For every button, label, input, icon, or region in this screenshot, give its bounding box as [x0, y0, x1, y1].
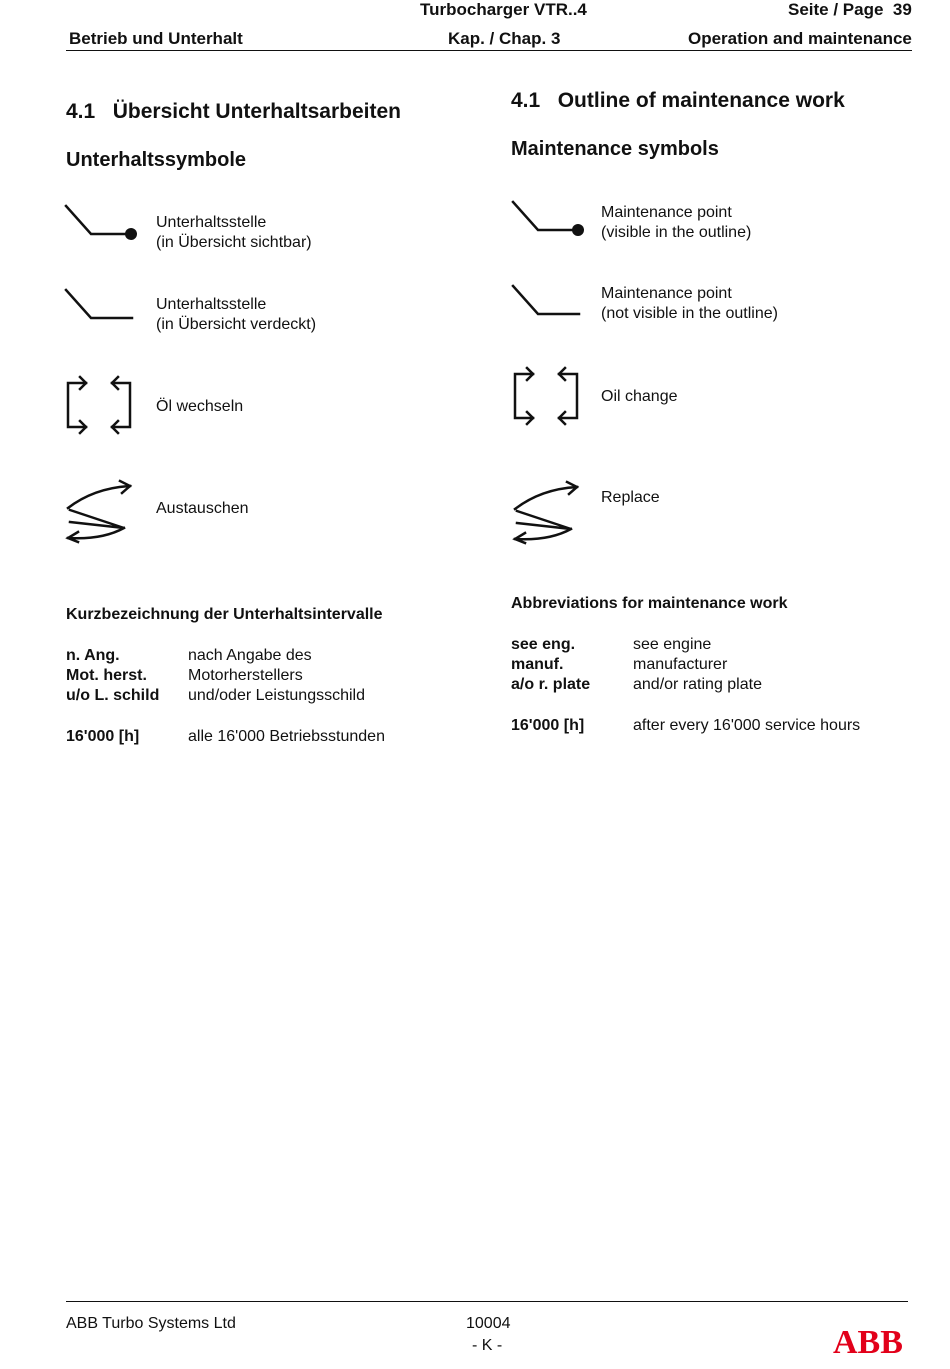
heading-en	[511, 89, 845, 113]
interval-meaning: alle 16'000 Betriebsstunden	[188, 728, 385, 745]
abbrev-row-de-2	[66, 666, 446, 686]
interval-term: 16'000 [h]	[511, 717, 585, 734]
abbrev-term: Mot. herst.	[66, 667, 147, 684]
header-rule	[66, 50, 912, 51]
symbol-text-en-1a: Maintenance point	[601, 204, 732, 221]
heading-text-de: Übersicht Unterhaltsarbeiten	[112, 100, 401, 123]
abbrev-meaning: manufacturer	[633, 656, 728, 673]
heading-de	[66, 100, 401, 124]
abbrev-term: u/o L. schild	[66, 687, 160, 704]
symbol-label-de-2	[156, 295, 316, 335]
abbrev-title-en: Abbreviations for maintenance work	[511, 595, 788, 612]
abb-logo: ABB	[833, 1324, 903, 1361]
maintenance-point-visible-icon	[64, 203, 144, 245]
heading-number-de: 4.1	[66, 100, 96, 123]
abbrev-row-en-3	[511, 675, 901, 695]
product-title: Turbocharger VTR..4	[420, 0, 587, 19]
symbol-label-en-4: Replace	[601, 489, 660, 506]
section-title-de: Betrieb und Unterhalt	[69, 29, 243, 48]
chapter-label: Kap. / Chap. 3	[448, 29, 561, 48]
symbol-label-de-3: Öl wechseln	[156, 398, 244, 415]
symbol-text-de-1b: (in Übersicht sichtbar)	[156, 234, 312, 251]
oil-change-icon	[511, 366, 583, 428]
symbol-label-en-3: Oil change	[601, 388, 678, 405]
interval-term: 16'000 [h]	[66, 728, 140, 745]
abbrev-list-en	[511, 635, 901, 736]
oil-change-icon	[64, 375, 136, 437]
symbol-text-de-1a: Unterhaltsstelle	[156, 214, 267, 231]
symbol-label-en-2	[601, 284, 778, 324]
symbol-text-de-2b: (in Übersicht verdeckt)	[156, 316, 317, 333]
interval-meaning: after every 16'000 service hours	[633, 717, 861, 734]
replace-icon	[511, 479, 583, 545]
abbrev-row-en-1	[511, 635, 901, 655]
abbrev-row-en-2	[511, 655, 901, 675]
abbrev-title-de: Kurzbezeichnung der Unterhaltsintervalle	[66, 606, 383, 623]
abbrev-list-de	[66, 646, 446, 747]
symbol-label-de-4: Austauschen	[156, 500, 249, 517]
interval-row-de	[66, 727, 446, 747]
abbrev-meaning: und/oder Leistungsschild	[188, 687, 366, 704]
company-name: ABB Turbo Systems Ltd	[66, 1315, 236, 1332]
abbrev-term: a/o r. plate	[511, 676, 591, 693]
abbrev-term: see eng.	[511, 636, 576, 653]
symbol-text-en-1b: (visible in the outline)	[601, 224, 752, 241]
page-number: 39	[892, 0, 912, 19]
symbol-label-de-1	[156, 213, 312, 253]
page-label-text: Seite / Page	[788, 0, 884, 19]
heading-text-en: Outline of maintenance work	[557, 89, 845, 112]
symbol-text-en-2b: (not visible in the outline)	[601, 305, 778, 322]
abbrev-meaning: and/or rating plate	[633, 676, 762, 693]
maintenance-point-visible-icon	[511, 199, 591, 241]
document-number: 10004	[466, 1315, 511, 1332]
symbol-label-en-1	[601, 203, 751, 243]
abbrev-meaning: see engine	[633, 636, 712, 653]
maintenance-point-hidden-icon	[511, 283, 591, 323]
section-title-en: Operation and maintenance	[688, 29, 912, 48]
abbrev-row-de-1	[66, 646, 446, 666]
replace-icon	[64, 478, 136, 544]
revision-label: - K -	[472, 1337, 503, 1354]
page-label	[788, 0, 912, 20]
maintenance-point-hidden-icon	[64, 287, 144, 327]
symbol-text-de-2a: Unterhaltsstelle	[156, 296, 267, 313]
abbrev-meaning: nach Angabe des	[188, 647, 312, 664]
subheading-en: Maintenance symbols	[511, 138, 719, 160]
abbrev-term: manuf.	[511, 656, 564, 673]
interval-row-en	[511, 716, 901, 736]
symbol-text-en-2a: Maintenance point	[601, 285, 732, 302]
abbrev-row-de-3	[66, 686, 446, 706]
abbrev-meaning: Motorherstellers	[188, 667, 303, 684]
subheading-de: Unterhaltssymbole	[66, 149, 247, 171]
abbrev-term: n. Ang.	[66, 647, 120, 664]
heading-number-en: 4.1	[511, 89, 541, 112]
footer-rule	[66, 1301, 908, 1302]
